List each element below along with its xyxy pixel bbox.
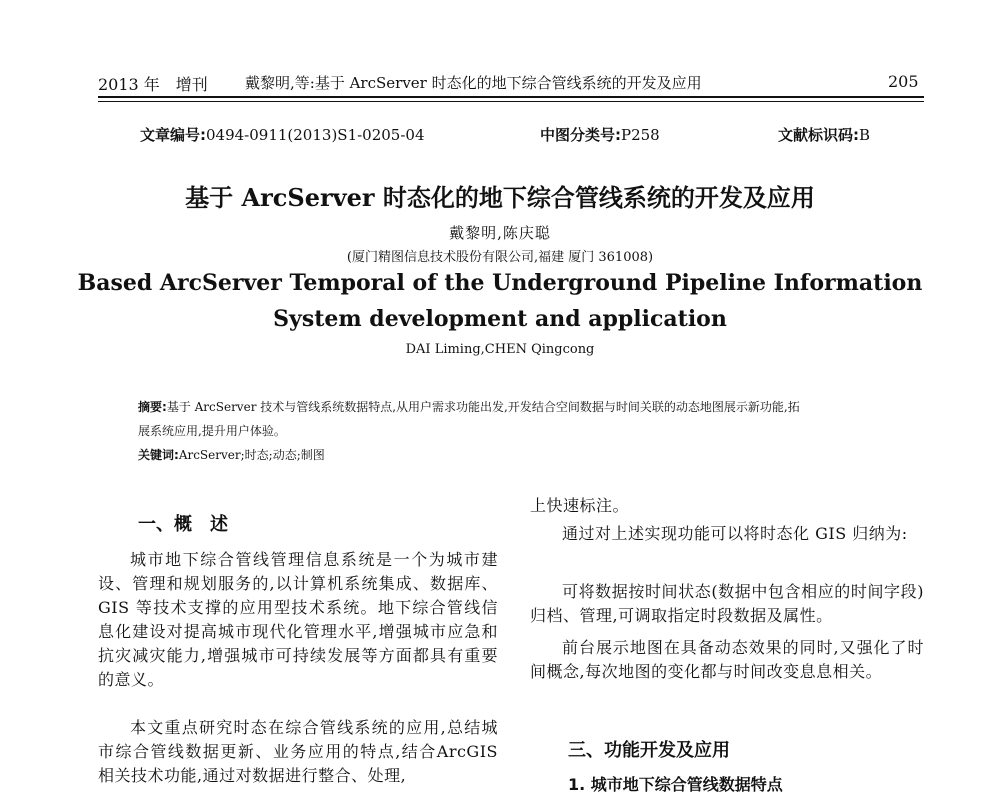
abstract-text-1: 基于 ArcServer 技术与管线系统数据特点,从用户需求功能出发,开发结合空间数据与时间关联的动态地图展示新功能,拓 — [166, 400, 800, 414]
article-number-label: 文章编号: — [140, 126, 206, 144]
authors-english: DAI Liming,CHEN Qingcong — [405, 342, 595, 357]
keywords — [138, 446, 325, 463]
document-code — [778, 124, 870, 145]
clc-number — [540, 124, 660, 145]
document-code-value: B — [859, 126, 871, 144]
running-header-title: 戴黎明,等:基于 ArcServer 时态化的地下综合管线系统的开发及应用 — [245, 74, 702, 92]
right-paragraph-1: 通过对上述实现功能可以将时态化 GIS 归纳为: — [562, 524, 908, 543]
clc-label: 中图分类号: — [540, 126, 621, 144]
keywords-label: 关键词: — [138, 448, 179, 462]
abstract-label: 摘要: — [138, 400, 167, 414]
title-english-line2: System development and application — [273, 306, 727, 332]
right-paragraph-3: 前台展示地图在具备动态效果的同时,又强化了时间概念,每次地图的变化都与时间改变息息相关。 — [530, 638, 924, 681]
subsection-heading-pipeline-data: 1. 城市地下综合管线数据特点 — [568, 775, 783, 794]
section-heading-function-development: 三、功能开发及应用 — [568, 740, 730, 761]
abstract-line2: 展系统应用,提升用户体验。 — [138, 424, 286, 438]
keywords-text: ArcServer;时态;动态;制图 — [178, 448, 325, 462]
clc-value: P258 — [621, 126, 660, 144]
affiliation-chinese: (厦门精图信息技术股份有限公司,福建 厦门 361008) — [346, 250, 654, 265]
left-paragraph-1: 城市地下综合管线管理信息系统是一个为城市建设、管理和规划服务的,以计算机系统集成、数据库、GIS 等技术支撑的应用型技术系统。地下综合管线信息化建设对提高城市现代化管理水平,增强城市应急和抗灾减灾能力,增强城市可持续发展等方面都具有重要的意义。 — [98, 550, 498, 689]
authors-chinese: 戴黎明,陈庆聪 — [449, 224, 551, 242]
title-chinese: 基于 ArcServer 时态化的地下综合管线系统的开发及应用 — [185, 183, 815, 212]
right-line-top: 上快速标注。 — [530, 496, 630, 515]
right-paragraph-2: 可将数据按时间状态(数据中包含相应的时间字段)归档、管理,可调取指定时段数据及属性。 — [530, 582, 924, 625]
header-rule-thin — [98, 101, 924, 102]
article-number — [140, 124, 425, 145]
running-header-issue: 2013 年 增刊 — [98, 75, 208, 94]
section-heading-overview: 一、概 述 — [138, 514, 228, 535]
document-code-label: 文献标识码: — [778, 126, 859, 144]
abstract-line1 — [138, 398, 800, 415]
page-number: 205 — [888, 72, 919, 91]
title-english-line1: Based ArcServer Temporal of the Underground Pipeline Information — [77, 270, 923, 296]
left-paragraph-2: 本文重点研究时态在综合管线系统的应用,总结城市综合管线数据更新、业务应用的特点,结合ArcGIS 相关技术功能,通过对数据进行整合、处理, — [98, 718, 498, 785]
header-rule-thick — [98, 96, 924, 98]
article-number-value: 0494-0911(2013)S1-0205-04 — [206, 126, 425, 144]
